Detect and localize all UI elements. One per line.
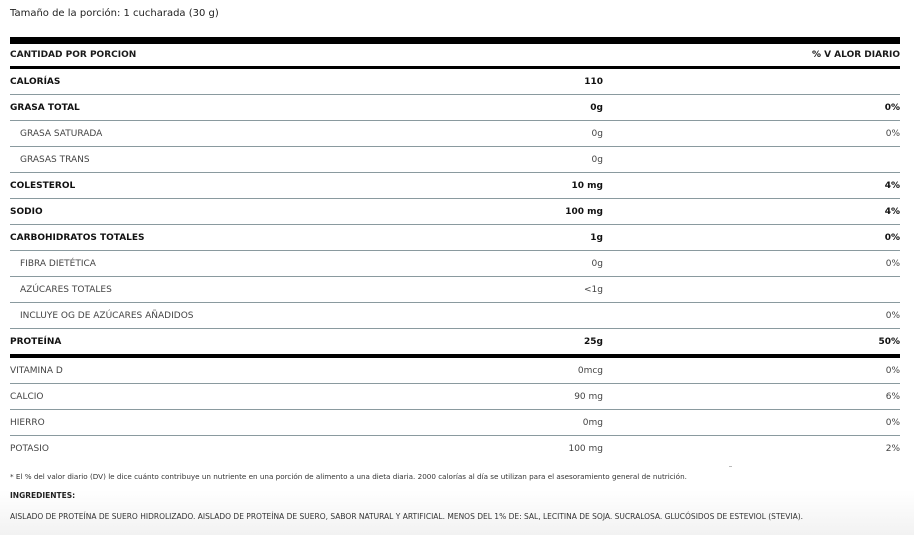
nutrient-label: FIBRA DIETÉTICA <box>20 258 96 269</box>
nutrient-label: GRASA TOTAL <box>10 102 80 113</box>
micronutrient-row-calcium <box>10 384 900 410</box>
micronutrient-label: VITAMINA D <box>10 365 63 376</box>
micronutrient-dv: 0% <box>885 417 900 428</box>
nutrient-dv: 0% <box>884 232 900 243</box>
nutrient-label: CARBOHIDRATOS TOTALES <box>10 232 145 243</box>
nutrient-row-sodium <box>10 199 900 225</box>
nutrient-row-protein <box>10 329 900 358</box>
daily-value-footnote: * El % del valor diario (DV) le dice cuánto contribuye un nutriente en una porción de alimento a una dieta diaria. 2000 calorías al día se utilizan para el asesoramiento general de nutrición. <box>10 472 687 481</box>
micronutrient-label: POTASIO <box>10 443 49 454</box>
nutrient-label: COLESTEROL <box>10 180 76 191</box>
nutrient-label: AZÚCARES TOTALES <box>20 284 112 295</box>
nutrient-label: PROTEÍNA <box>10 336 62 347</box>
nutrient-row-trans-fat <box>10 147 900 173</box>
micronutrient-row-potassium <box>10 436 900 461</box>
nutrient-dv: 0% <box>884 102 900 113</box>
micronutrient-row-vitamin-d <box>10 358 900 384</box>
micronutrient-dv: 6% <box>885 391 900 402</box>
micronutrient-amount: 90 mg <box>574 391 603 402</box>
ingredients-title: INGREDIENTES: <box>10 491 76 500</box>
nutrient-row-calories <box>10 69 900 95</box>
nutrient-row-total-sugars <box>10 277 900 303</box>
nutrient-label: CALORÍAS <box>10 76 61 87</box>
nutrient-row-saturated-fat <box>10 121 900 147</box>
micronutrient-label: HIERRO <box>10 417 45 428</box>
nutrient-amount: 0g <box>591 154 603 165</box>
nutrient-amount: 110 <box>584 76 603 87</box>
nutrient-row-dietary-fiber <box>10 251 900 277</box>
nutrient-amount: 25g <box>584 336 603 347</box>
nutrient-amount: 0g <box>591 128 603 139</box>
nutrient-amount: 0g <box>590 102 603 113</box>
nutrient-row-added-sugars <box>10 303 900 329</box>
nutrient-dv: 0% <box>885 310 900 321</box>
micronutrient-amount: 0mg <box>582 417 603 428</box>
micronutrient-dv: 0% <box>885 365 900 376</box>
decorative-mark <box>729 466 732 467</box>
nutrient-dv: 4% <box>884 206 900 217</box>
top-thick-rule <box>10 37 900 44</box>
nutrient-label: GRASAS TRANS <box>20 154 90 165</box>
micronutrient-amount: 0mcg <box>577 365 603 376</box>
micronutrient-amount: 100 mg <box>568 443 603 454</box>
nutrient-row-total-carbs <box>10 225 900 251</box>
nutrient-row-total-fat <box>10 95 900 121</box>
nutrition-facts-table <box>10 37 900 461</box>
micronutrient-dv: 2% <box>885 443 900 454</box>
nutrient-label: GRASA SATURADA <box>20 128 103 139</box>
nutrient-row-cholesterol <box>10 173 900 199</box>
nutrient-label: INCLUYE OG DE AZÚCARES AÑADIDOS <box>20 310 194 321</box>
nutrient-amount: 100 mg <box>565 206 603 217</box>
ingredients-text: AISLADO DE PROTEÍNA DE SUERO HIDROLIZADO. AISLADO DE PROTEÍNA DE SUERO, SABOR NATURAL Y ARTIFICIAL. MENOS DEL 1% DE: SAL, LECITINA DE SOJA. SUCRALOSA. GLUCÓSIDOS DE ESTEVIOL (STEVIA). <box>10 512 804 521</box>
nutrient-dv: 0% <box>885 258 900 269</box>
nutrient-label: SODIO <box>10 206 43 217</box>
amount-per-serving-label: CANTIDAD POR PORCION <box>10 50 137 60</box>
nutrient-dv: 0% <box>885 128 900 139</box>
nutrient-amount: <1g <box>584 284 603 295</box>
serving-size: Tamaño de la porción: 1 cucharada (30 g) <box>10 8 219 19</box>
micronutrient-row-iron <box>10 410 900 436</box>
micronutrient-label: CALCIO <box>10 391 44 402</box>
table-header <box>10 44 900 69</box>
nutrient-amount: 1g <box>590 232 603 243</box>
nutrient-amount: 0g <box>591 258 603 269</box>
nutrient-amount: 10 mg <box>571 180 603 191</box>
nutrient-dv: 4% <box>884 180 900 191</box>
nutrient-dv: 50% <box>878 336 900 347</box>
daily-value-label: % V ALOR DIARIO <box>811 50 900 60</box>
